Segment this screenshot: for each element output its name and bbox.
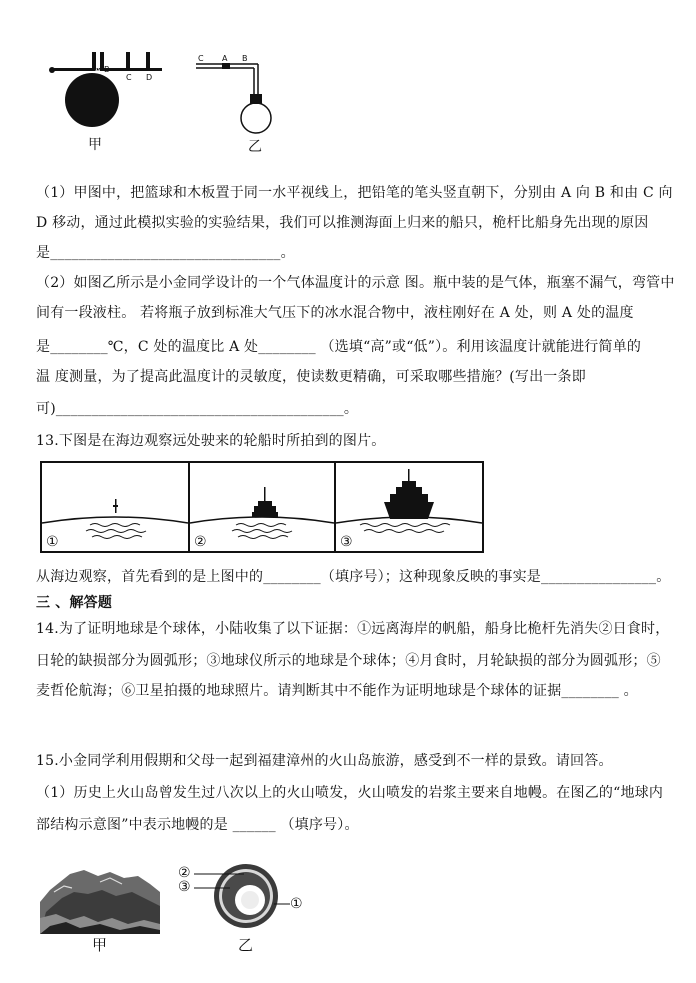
figure-yi-gas-thermometer — [192, 50, 282, 140]
jia-letter-b: B — [104, 65, 110, 74]
q12-part2-line1: （2）如图乙所示是小金同学设计的一个气体温度计的示意 图。瓶中装的是气体，瓶塞不漏气，弯管中 — [36, 275, 675, 291]
q15-figure-jia-label: 甲 — [92, 936, 108, 954]
q13-answer-line: 从海边观察，首先看到的是上图中的________（填序号）；这种现象反映的事实是________________。 — [36, 569, 671, 585]
earth-interior-diagram — [174, 856, 314, 936]
earth-label-3: ③ — [178, 879, 191, 895]
q12-part2-line5: 可)________________________________________。 — [36, 401, 359, 417]
q12-part1-line2: D 移动，通过此模拟实验的实验结果，我们可以推测海面上归来的船只，桅杆比船身先出现的原因 — [36, 215, 649, 231]
q15-figure-yi-label: 乙 — [238, 936, 254, 954]
panel-label-2: ② — [194, 534, 207, 550]
q15-line1: 15.小金同学利用假期和父母一起到福建漳州的火山岛旅游，感受到不一样的景致。请回答。 — [36, 753, 613, 769]
q14-line2: 日轮的缺损部分为圆弧形；③地球仪所示的地球是个球体；④月食时，月轮缺损的部分为圆弧形；⑤ — [36, 653, 661, 669]
q12-part2-line3: 是________℃，C 处的温度比 A 处________ （选填“高”或“低”）。利用该温度计就能进行简单的 — [36, 339, 642, 355]
jia-letter-a: A — [95, 65, 101, 74]
q12-part2-line2: 间有一段液柱。 若将瓶子放到标准大气压下的冰水混合物中，液柱刚好在 A 处，则 A 处的温度 — [36, 305, 634, 321]
q12-part1-line3: 是________________________________。 — [36, 245, 295, 261]
section-3-heading: 三 、解答题 — [36, 595, 113, 611]
q13-title: 13.下图是在海边观察远处驶来的轮船时所拍到的图片。 — [36, 433, 386, 449]
panel-label-3: ③ — [340, 534, 353, 550]
q14-line1: 14.为了证明地球是个球体，小陆收集了以下证据：①远离海岸的帆船，船身比桅杆先消失②日食时， — [36, 621, 670, 637]
earth-label-1: ① — [290, 896, 303, 912]
jia-letter-d: D — [146, 73, 153, 82]
jia-letter-c: C — [126, 73, 132, 82]
volcano-island-photo — [40, 862, 160, 934]
figure-jia-label: 甲 — [88, 137, 102, 153]
yi-letter-c: C — [198, 54, 204, 63]
q12-part2-line4: 温 度测量，为了提高此温度计的灵敏度，使读数更精确，可采取哪些措施？(写出一条即 — [36, 369, 586, 385]
earth-label-2: ② — [178, 865, 191, 881]
figure-jia-basketball-board — [40, 48, 170, 158]
q12-part1-line1: （1）甲图中，把篮球和木板置于同一水平视线上，把铅笔的笔头竖直朝下，分别由 A 向 B 和由 C 向 — [36, 185, 673, 201]
figure-yi-label: 乙 — [248, 139, 262, 155]
yi-letter-b: B — [242, 54, 248, 63]
yi-letter-a: A — [222, 54, 228, 63]
q14-line3: 麦哲伦航海；⑥卫星拍摄的地球照片。请判断其中不能作为证明地球是个球体的证据________ 。 — [36, 683, 638, 699]
q15-line2: （1）历史上火山岛曾发生过八次以上的火山喷发，火山喷发的岩浆主要来自地幔。在图乙的“地球内 — [36, 785, 664, 801]
panel-label-1: ① — [46, 534, 59, 550]
q15-line3: 部结构示意图”中表示地幔的是 ______ （填序号）。 — [36, 817, 359, 833]
q13-ship-panels — [40, 461, 484, 553]
